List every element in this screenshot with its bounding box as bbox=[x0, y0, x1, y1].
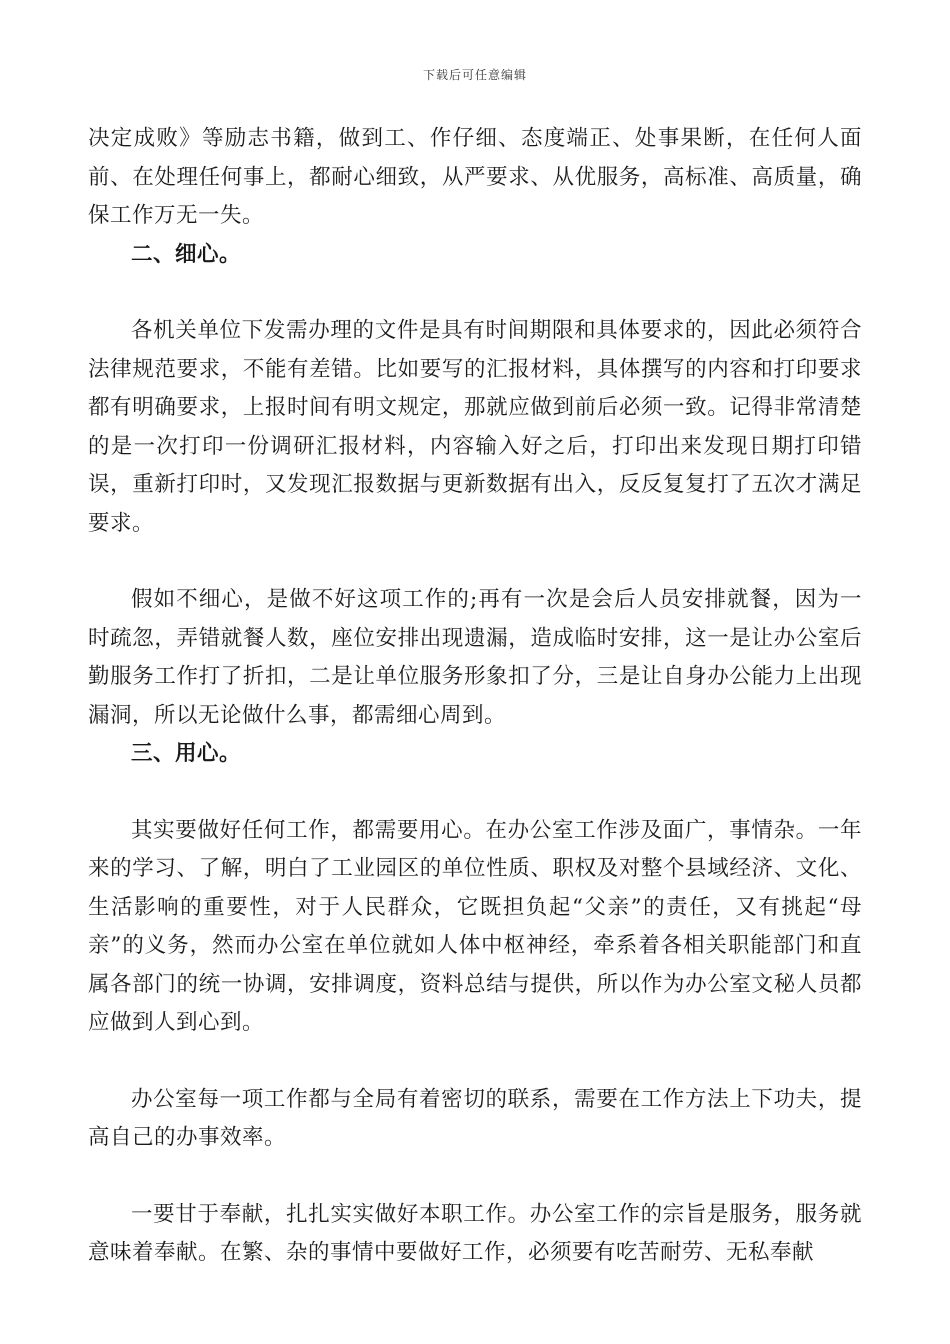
section-heading-carefulness: 二、细心。 bbox=[131, 241, 242, 267]
paragraph-dining-arrangement: 假如不细心，是做不好这项工作的;再有一次是会后人员安排就餐，因为一时疏忽，弄错就餐人数，座位安排出现遗漏，造成临时安排，这一是让办公室后勤服务工作打了折扣，二是让单位服务形象扣了分，三是让自身办公能力上出现漏洞，所以无论做什么事，都需细心周到。 bbox=[88, 587, 862, 728]
section-heading-attentiveness: 三、用心。 bbox=[131, 741, 242, 766]
paragraph-office-role: 其实要做好任何工作，都需要用心。在办公室工作涉及面广，事情杂。一年来的学习、了解，明白了工业园区的单位性质、职权及对整个县域经济、文化、生活影响的重要性，对于人民群众，它既担负起“父亲”的责任，又有挑起“母亲”的义务，然而办公室在单位就如人体中枢神经，牵系着各相关职能部门和直属各部门的统一协调，安排调度，资料总结与提供，所以作为办公室文秘人员都应做到人到心到。 bbox=[88, 817, 862, 1035]
paragraph-efficiency: 办公室每一项工作都与全局有着密切的联系，需要在工作方法上下功夫，提高自己的办事效率。 bbox=[88, 1086, 862, 1150]
document-body bbox=[88, 120, 862, 1273]
paragraph-continuation: 决定成败》等励志书籍，做到工、作仔细、态度端正、处事果断，在任何人面前、在处理任何事上，都耐心细致，从严要求、从优服务，高标准、高质量，确保工作万无一失。 bbox=[88, 126, 862, 228]
paragraph-documents: 各机关单位下发需办理的文件是具有时间期限和具体要求的，因此必须符合法律规范要求，不能有差错。比如要写的汇报材料，具体撰写的内容和打印要求都有明确要求，上报时间有明文规定，那就应做到前后必须一致。记得非常清楚的是一次打印一份调研汇报材料，内容输入好之后，打印出来发现日期打印错误，重新打印时，又发现汇报数据与更新数据有出入，反反复复打了五次才满足要求。 bbox=[88, 318, 862, 536]
paragraph-dedication: 一要甘于奉献，扎扎实实做好本职工作。办公室工作的宗旨是服务，服务就意味着奉献。在繁、杂的事情中要做好工作，必须要有吃苦耐劳、无私奉献 bbox=[88, 1201, 862, 1265]
header-note: 下载后可任意编辑 bbox=[422, 68, 527, 82]
